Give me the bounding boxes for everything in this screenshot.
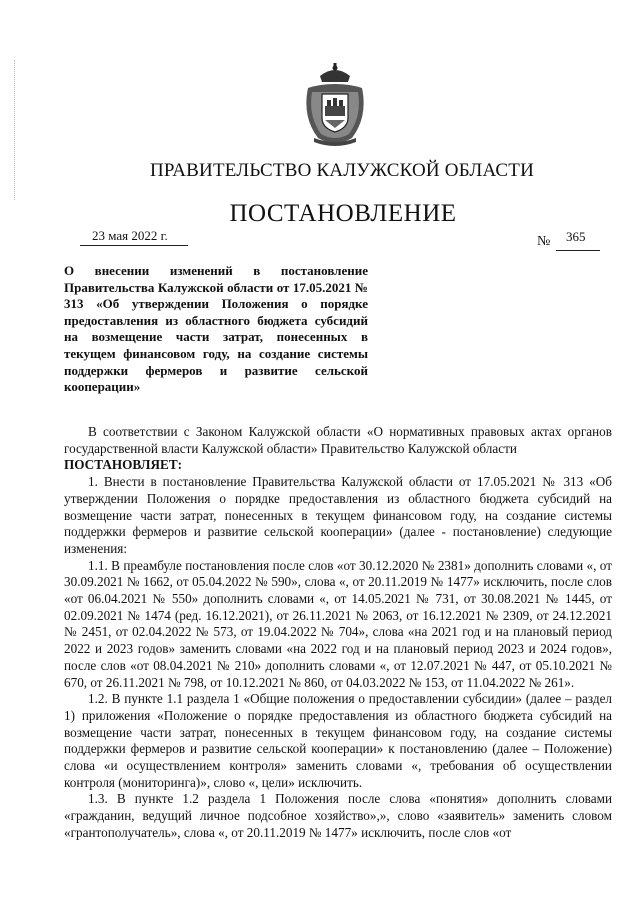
- number-underline: [556, 250, 600, 251]
- document-type-title: ПОСТАНОВЛЕНИЕ: [229, 200, 457, 227]
- government-name: ПРАВИТЕЛЬСТВО КАЛУЖСКОЙ ОБЛАСТИ: [149, 160, 535, 181]
- document-number: 365: [566, 229, 586, 244]
- document-subject: О внесении изменений в постановление Правительства Калужской области от 17.05.2021 № 313 «Об утверждении Положения о порядке предоставления из областного бюджета субсидий на возмещение части затрат, понесенных в текущем финансовом году, на создание системы поддержки фермеров и развитие сельской кооперации»: [64, 263, 368, 395]
- paragraph-1-3: 1.3. В пункте 1.2 раздела 1 Положения после слова «понятия» дополнить словами «гражданин, ведущий личное подсобное хозяйство»,», слово «заявитель» заменить словом «грантополучатель», слова «, от 20.11.2019 № 1477» исключить, после слов «от: [64, 791, 612, 840]
- paragraph-1-2: 1.2. В пункте 1.1 раздела 1 «Общие положения о предоставлении субсидии» (далее – раздел 1) приложения «Положение о порядке предоставления из областного бюджета субсидий на возмещение части затрат, понесенных в текущем финансовом году, на создание системы поддержки фермеров и развитие сельской кооперации» к постановлению (далее – Положение) слова «и осуществлением контроля» заменить словами «, требования об осуществлении контроля (мониторинга)», слово «, цели» исключить.: [64, 691, 612, 790]
- coat-of-arms-emblem: [300, 62, 370, 146]
- preamble-paragraph: В соответствии с Законом Калужской области «О нормативных правовых актах органов государственной власти Калужской области» Правительство Калужской области: [64, 424, 612, 456]
- document-date: 23 мая 2022 г.: [92, 228, 168, 243]
- paragraph-1-1: 1.1. В преамбуле постановления после слов «от 30.12.2020 № 2381» дополнить словами «, от 30.09.2021 № 1662, от 05.04.2022 № 590», слова «, от 20.11.2019 № 1477» исключить, после слов «от 06.04.2021 № 550» дополнить словами «, от 14.05.2021 № 731, от 30.08.2021 № 1445, от 02.09.2021 № 1474 (ред. 16.12.2021), от 26.11.2021 № 2063, от 16.12.2021 № 2309, от 24.12.2021 № 2451, от 02.04.2022 № 573, от 19.04.2022 № 704», слова «на 2021 год и на плановый период 2022 и 2023 годов» заменить словами «на 2022 год и на плановый период 2023 и 2024 годов», после слов «от 08.04.2021 № 210» дополнить словами «, от 12.07.2021 № 447, от 05.10.2021 № 670, от 26.11.2021 № 798, от 10.12.2021 № 860, от 04.03.2022 № 153, от 11.04.2022 № 261».: [64, 557, 612, 690]
- document-body: [64, 424, 612, 842]
- number-label: №: [537, 234, 551, 249]
- paragraph-1: 1. Внести в постановление Правительства Калужской области от 17.05.2021 № 313 «Об утверждении Положения о порядке предоставления из областного бюджета субсидий на возмещение части затрат, понесенных в текущем финансовом году, на создание системы поддержки фермеров и развитие сельской кооперации» (далее - постановление) следующие изменения:: [64, 474, 612, 556]
- date-underline: [80, 245, 188, 246]
- resolves-heading: ПОСТАНОВЛЯЕТ:: [64, 457, 183, 473]
